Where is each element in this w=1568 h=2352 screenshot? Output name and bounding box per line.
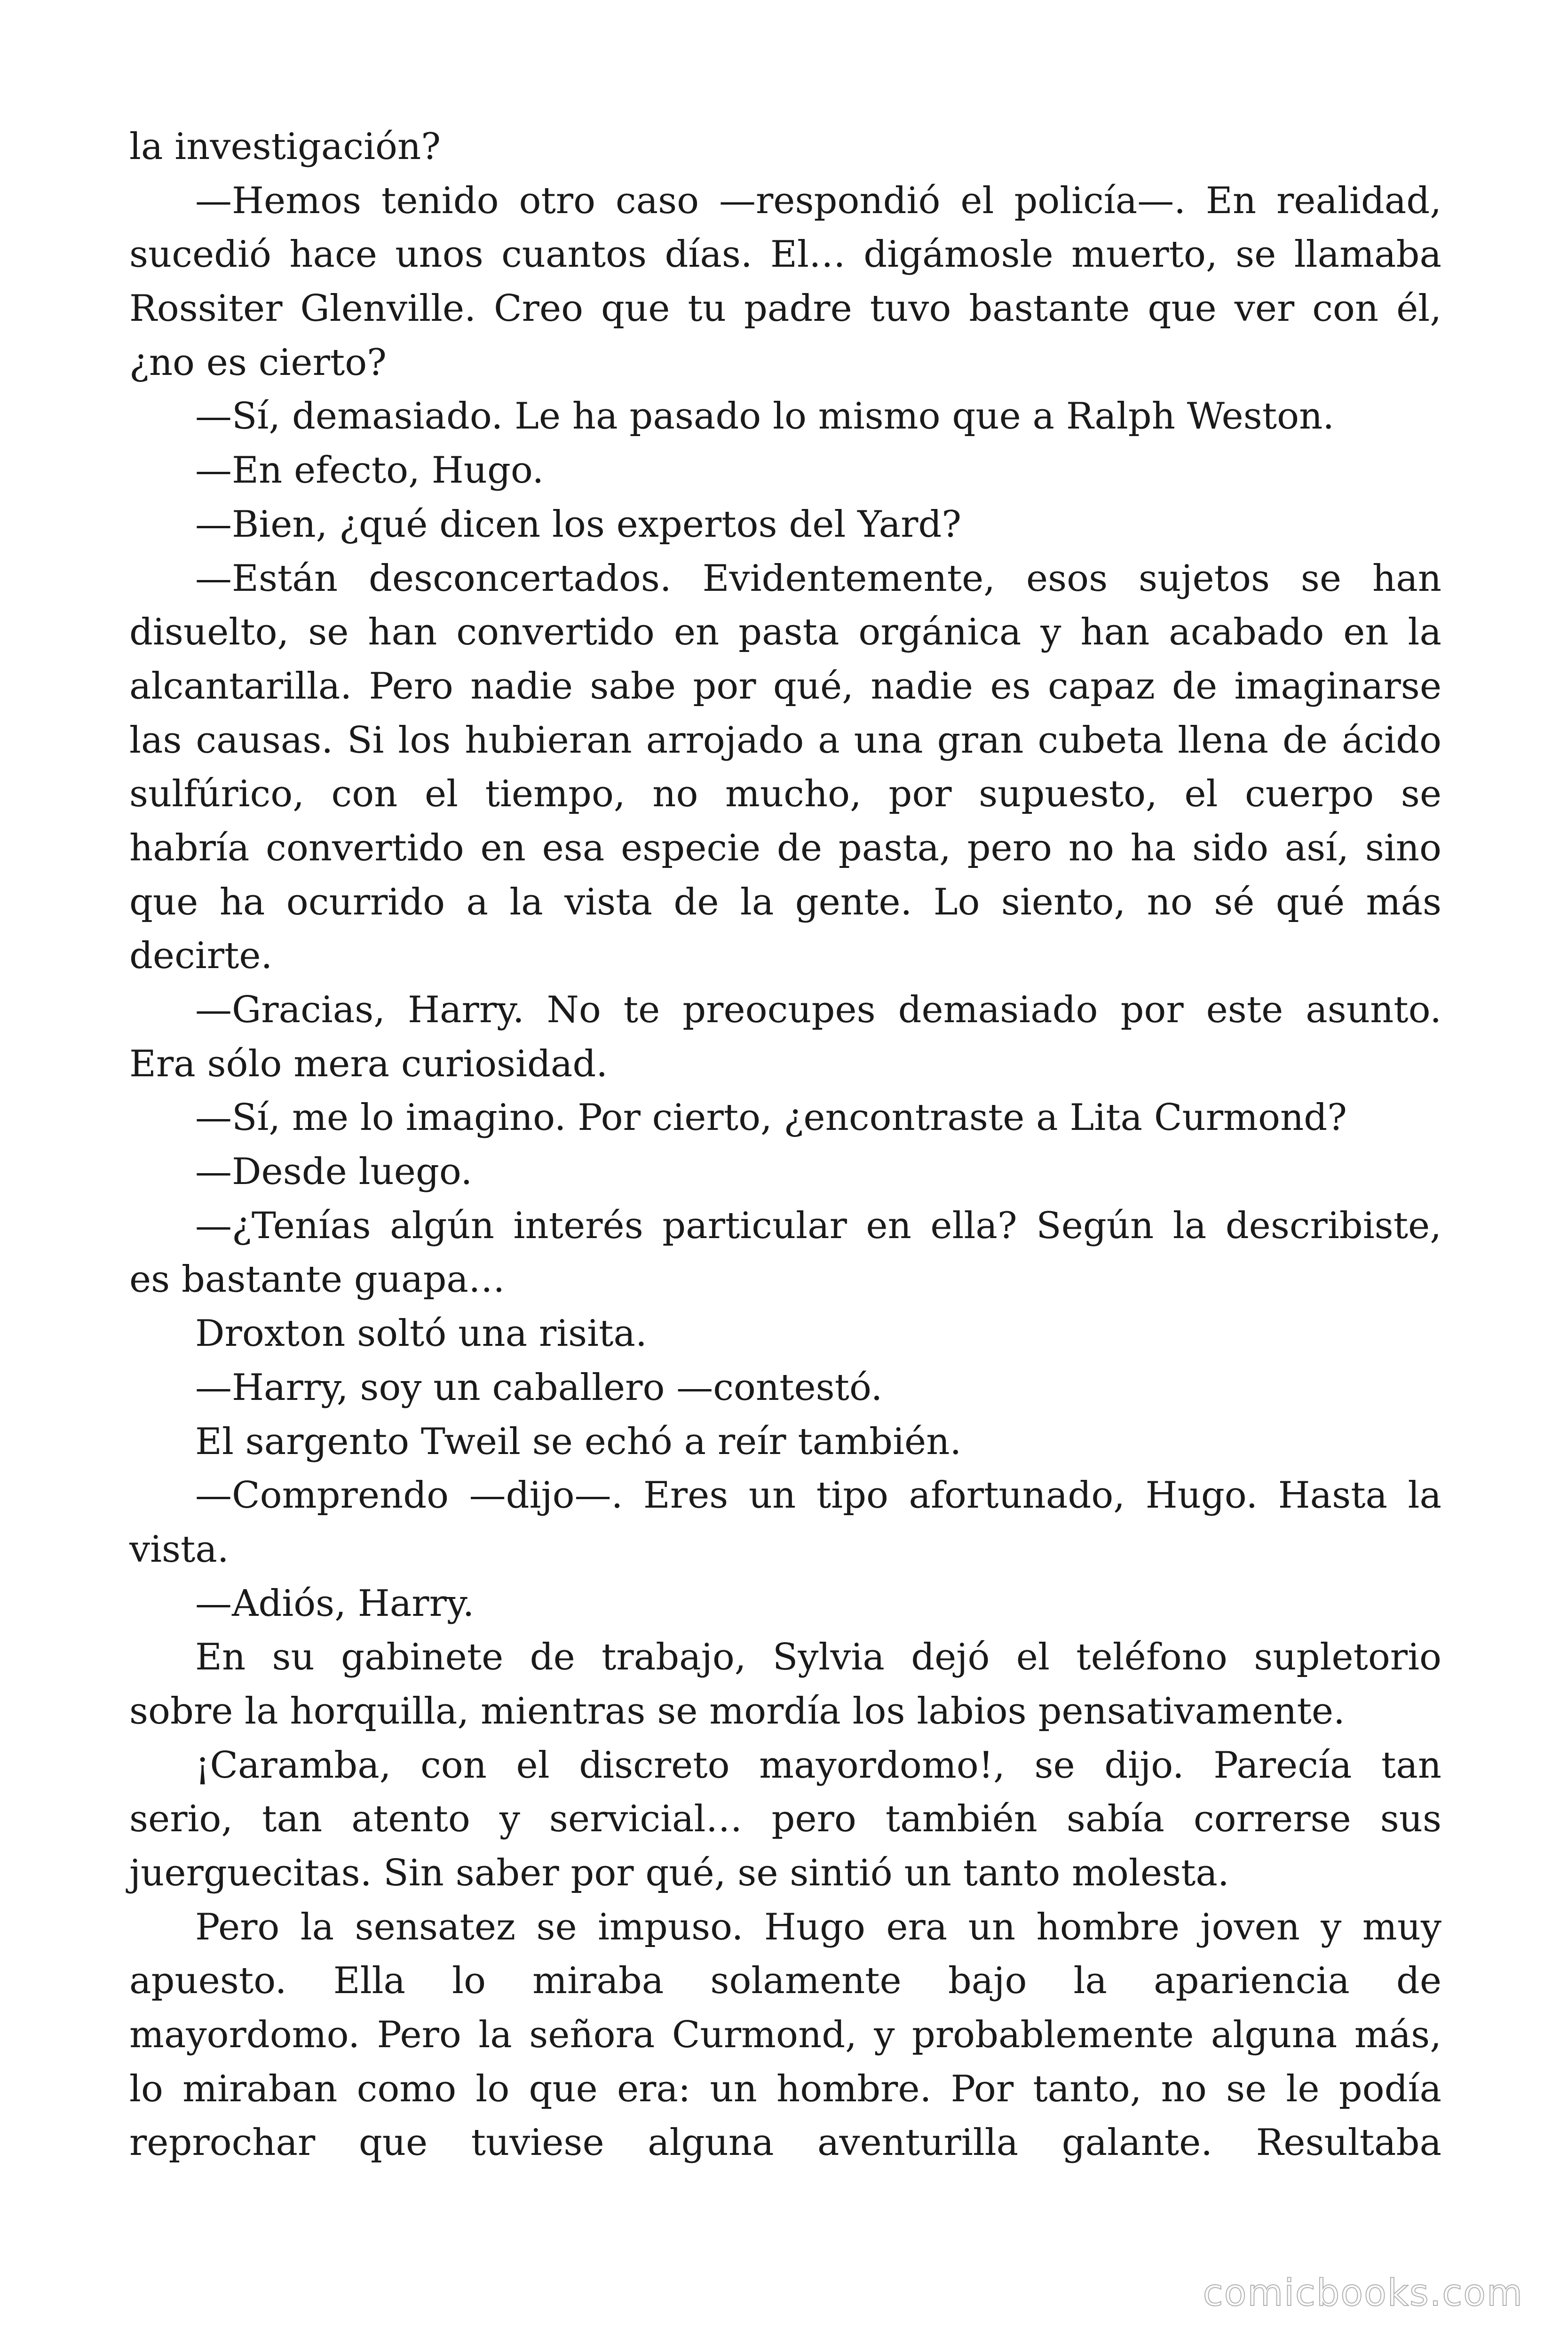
text-line: que ha ocurrido a la vista de la gente. Lo siento, no sé qué más: [129, 881, 1441, 923]
text-line: ¿no es cierto?: [129, 341, 387, 384]
text-line: habría convertido en esa especie de pasta, pero no ha sido así, sino: [129, 826, 1441, 869]
text-line: Rossiter Glenville. Creo que tu padre tuvo bastante que ver con él,: [129, 287, 1441, 330]
text-line: Era sólo mera curiosidad.: [129, 1042, 608, 1085]
text-line: —En efecto, Hugo.: [195, 449, 544, 492]
text-line: —Están desconcertados. Evidentemente, esos sujetos se han: [195, 557, 1441, 600]
text-line: apuesto. Ella lo miraba solamente bajo la apariencia de: [129, 1960, 1441, 2002]
text-line: juerguecitas. Sin saber por qué, se sintió un tanto molesta.: [129, 1852, 1229, 1894]
text-line: sulfúrico, con el tiempo, no mucho, por supuesto, el cuerpo se: [129, 773, 1441, 816]
text-line: vista.: [129, 1528, 229, 1571]
text-line: —Sí, me lo imagino. Por cierto, ¿encontraste a Lita Curmond?: [195, 1097, 1347, 1139]
text-line: El sargento Tweil se echó a reír también.: [195, 1420, 962, 1463]
text-line: —Harry, soy un caballero —contestó.: [195, 1366, 883, 1409]
text-line: —Comprendo —dijo—. Eres un tipo afortunado, Hugo. Hasta la: [195, 1474, 1441, 1517]
text-line: disuelto, se han convertido en pasta orgánica y han acabado en la: [129, 611, 1441, 654]
text-line: —Hemos tenido otro caso —respondió el policía—. En realidad,: [195, 179, 1441, 222]
text-line: alcantarilla. Pero nadie sabe por qué, nadie es capaz de imaginarse: [129, 665, 1441, 707]
text-line: ¡Caramba, con el discreto mayordomo!, se dijo. Parecía tan: [195, 1744, 1441, 1787]
text-line: Pero la sensatez se impuso. Hugo era un hombre joven y muy: [195, 1906, 1441, 1948]
text-line: —¿Tenías algún interés particular en ella? Según la describiste,: [195, 1204, 1441, 1247]
text-line: decirte.: [129, 935, 273, 977]
text-line: sucedió hace unos cuantos días. El… digámosle muerto, se llamaba: [129, 233, 1441, 276]
text-line: mayordomo. Pero la señora Curmond, y probablemente alguna más,: [129, 2014, 1441, 2057]
text-line: la investigación?: [129, 126, 441, 168]
text-line: —Bien, ¿qué dicen los expertos del Yard?: [195, 503, 962, 546]
text-line: Droxton soltó una risita.: [195, 1312, 647, 1355]
text-line: En su gabinete de trabajo, Sylvia dejó el teléfono supletorio: [195, 1636, 1441, 1679]
page-text-body: [129, 120, 1441, 2170]
text-line: serio, tan atento y servicial… pero también sabía correrse sus: [129, 1798, 1441, 1841]
text-line: lo miraban como lo que era: un hombre. Por tanto, no se le podía: [129, 2067, 1441, 2110]
text-line: —Adiós, Harry.: [195, 1582, 475, 1625]
text-line: es bastante guapa…: [129, 1258, 505, 1301]
text-line: las causas. Si los hubieran arrojado a una gran cubeta llena de ácido: [129, 719, 1441, 762]
text-line: —Gracias, Harry. No te preocupes demasiado por este asunto.: [195, 989, 1441, 1031]
text-line: —Sí, demasiado. Le ha pasado lo mismo que a Ralph Weston.: [195, 395, 1335, 438]
text-line: reprochar que tuviese alguna aventurilla galante. Resultaba: [129, 2122, 1441, 2164]
text-line: —Desde luego.: [195, 1151, 473, 1193]
text-line: sobre la horquilla, mientras se mordía los labios pensativamente.: [129, 1690, 1345, 1732]
watermark-text: comicbooks.com: [1203, 2272, 1523, 2314]
